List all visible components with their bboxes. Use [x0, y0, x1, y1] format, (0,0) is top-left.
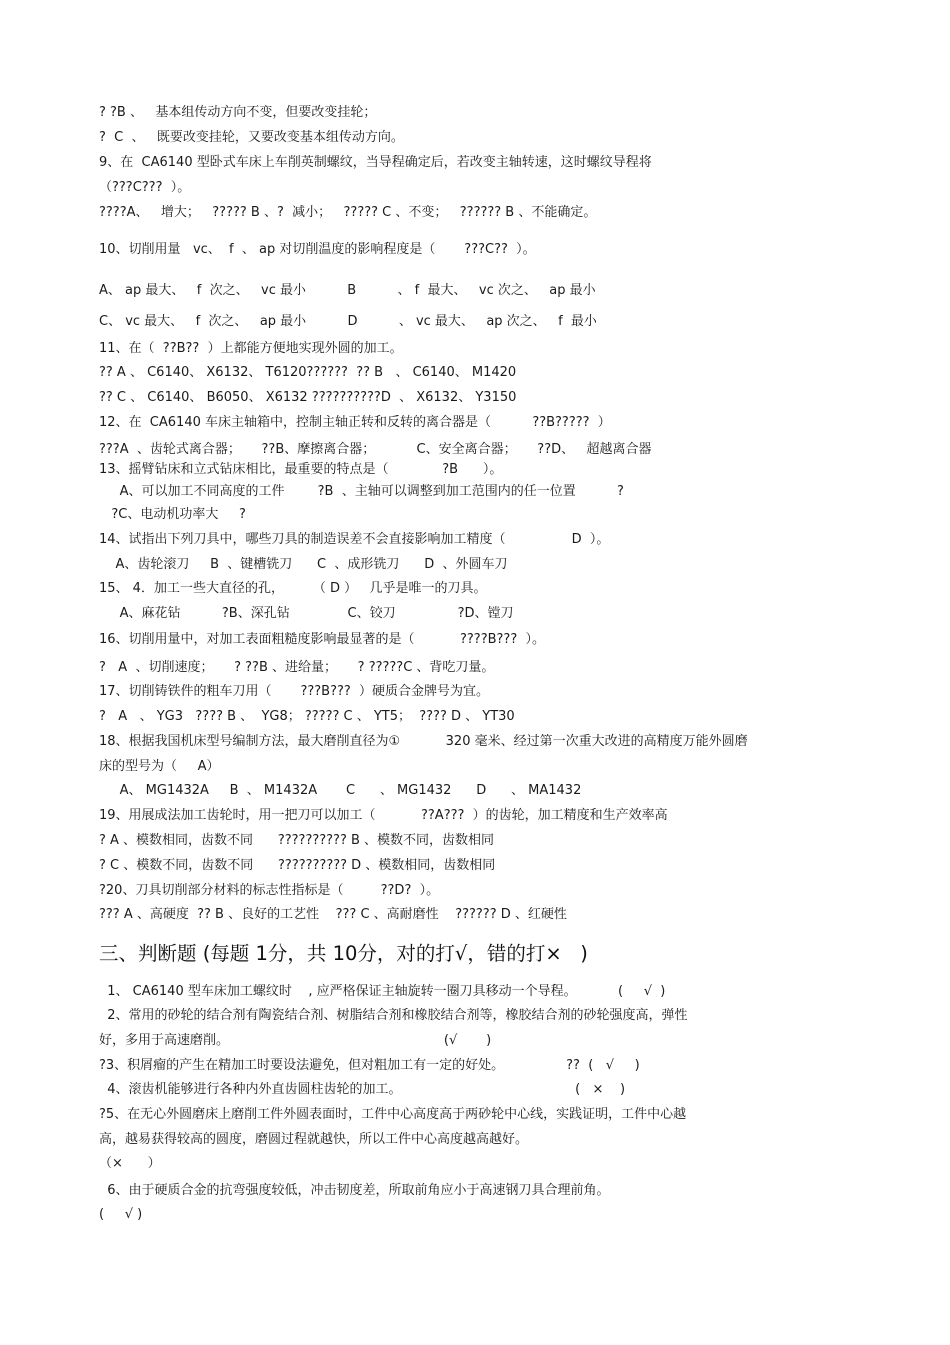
text-line: A、 ap 最大、 f 次之、 vc 最小 B 、 f 最大、 vc 次之、 ap 最小 — [99, 283, 596, 298]
text-line: 18、根据我国机床型号编制方法，最大磨削直径为① 320 毫米、经过第一次重大改进的高精度万能外圆磨 — [99, 734, 748, 749]
text-line: ????A、 增大； ????? B 、? 减小； ????? C 、不变； ?????? B 、不能确定。 — [99, 205, 597, 220]
text-line: 高，越易获得较高的圆度，磨圆过程就越快，所以工件中心高度越高越好。 — [99, 1132, 529, 1147]
text-line: A、可以加工不同高度的工件 ?B 、主轴可以调整到加工范围内的任一位置 ? — [99, 484, 624, 499]
text-line: ? A 、切削速度； ? ??B 、进给量； ? ?????C 、背吃刀量。 — [99, 660, 495, 675]
text-line: 4、滚齿机能够进行各种内外直齿圆柱齿轮的加工。 ( × ) — [99, 1082, 626, 1097]
text-line: 好，多用于高速磨削。 (√ ) — [99, 1033, 492, 1048]
text-line: ( √ ) — [99, 1207, 143, 1222]
text-line: 13、摇臂钻床和立式钻床相比，最重要的特点是（ ?B ）。 — [99, 462, 503, 477]
text-line: ? A 、 YG3 ???? B 、 YG8； ????? C 、 YT5； ???? D 、 YT30 — [99, 709, 515, 724]
text-line: 16、切削用量中，对加工表面粗糙度影响最显著的是（ ????B??? ）。 — [99, 632, 545, 647]
section-heading: 三、判断题 (每题 1分，共 10分，对的打√，错的打× ) — [99, 942, 588, 965]
text-line: ?3、积屑瘤的产生在精加工时要设法避免，但对粗加工有一定的好处。 ?? ( √ ) — [99, 1058, 640, 1073]
text-line: 15、 4．加工一些大直径的孔， （ D ） 几乎是唯一的刀具。 — [99, 581, 487, 596]
text-line: A、齿轮滚刀 B 、键槽铣刀 C 、成形铣刀 D 、外圆车刀 — [99, 557, 508, 572]
text-line: ?? C 、 C6140、 B6050、 X6132 ??????????D 、 X6132、 Y3150 — [99, 390, 517, 405]
text-line: ? A 、模数相同，齿数不同 ?????????? B 、模数不同，齿数相同 — [99, 833, 495, 848]
text-line: 19、用展成法加工齿轮时，用一把刀可以加工（ ??A??? ）的齿轮，加工精度和生产效率高 — [99, 808, 668, 823]
text-line: A、 MG1432A B 、 M1432A C 、 MG1432 D 、 MA1432 — [99, 783, 582, 798]
text-line: ? C 、 既要改变挂轮，又要改变基本组传动方向。 — [99, 130, 404, 145]
text-line: 10、切削用量 vc、 f 、 ap 对切削温度的影响程度是（ ???C?? ）。 — [99, 242, 536, 257]
text-line: ?20、刀具切削部分材料的标志性指标是（ ??D? ）。 — [99, 883, 440, 898]
text-line: （× ） — [99, 1156, 161, 1171]
text-line: C、 vc 最大、 f 次之、 ap 最小 D 、 vc 最大、 ap 次之、 f 最小 — [99, 314, 597, 329]
text-line: ? ?B 、 基本组传动方向不变，但要改变挂轮； — [99, 105, 377, 120]
text-line: ???A 、齿轮式离合器； ??B、摩擦离合器； C、安全离合器； ??D、 超越离合器 — [99, 442, 652, 457]
text-line: 6、由于硬质合金的抗弯强度较低，冲击韧度差，所取前角应小于高速钢刀具合理前角。 — [99, 1183, 610, 1198]
text-line: ?? A 、 C6140、 X6132、 T6120?????? ?? B 、 C6140、 M1420 — [99, 365, 517, 380]
text-line: （???C??? ）。 — [99, 180, 191, 195]
text-line: ? C 、模数不同，齿数不同 ?????????? D 、模数相同，齿数相同 — [99, 858, 496, 873]
text-line: ??? A 、高硬度 ?? B 、良好的工艺性 ??? C 、高耐磨性 ?????? D 、红硬性 — [99, 907, 567, 922]
text-line: 11、在（ ??B?? ）上都能方便地实现外圆的加工。 — [99, 341, 403, 356]
text-line: 床的型号为（ A） — [99, 759, 220, 774]
text-line: 1、 CA6140 型车床加工螺纹时 , 应严格保证主轴旋转一圈刀具移动一个导程。 ( √ ) — [99, 984, 666, 999]
text-line: A、麻花钻 ?B、深孔钻 C、铰刀 ?D、镗刀 — [99, 606, 514, 621]
text-line: 14、试指出下列刀具中，哪些刀具的制造误差不会直接影响加工精度（ D ）。 — [99, 532, 610, 547]
text-line: 12、在 CA6140 车床主轴箱中，控制主轴正转和反转的离合器是（ ??B????? ） — [99, 415, 611, 430]
text-line: 2、常用的砂轮的结合剂有陶瓷结合剂、树脂结合剂和橡胶结合剂等，橡胶结合剂的砂轮强度高，弹性 — [99, 1008, 688, 1023]
text-line: ?5、在无心外圆磨床上磨削工件外圆表面时，工件中心高度高于两砂轮中心线，实践证明，工件中心越 — [99, 1107, 687, 1122]
text-line: ?C、电动机功率大 ? — [99, 507, 246, 522]
text-line: 17、切削铸铁件的粗车刀用（ ???B??? ）硬质合金牌号为宜。 — [99, 684, 490, 699]
text-line: 9、在 CA6140 型卧式车床上车削英制螺纹，当导程确定后，若改变主轴转速，这时螺纹导程将 — [99, 155, 652, 170]
